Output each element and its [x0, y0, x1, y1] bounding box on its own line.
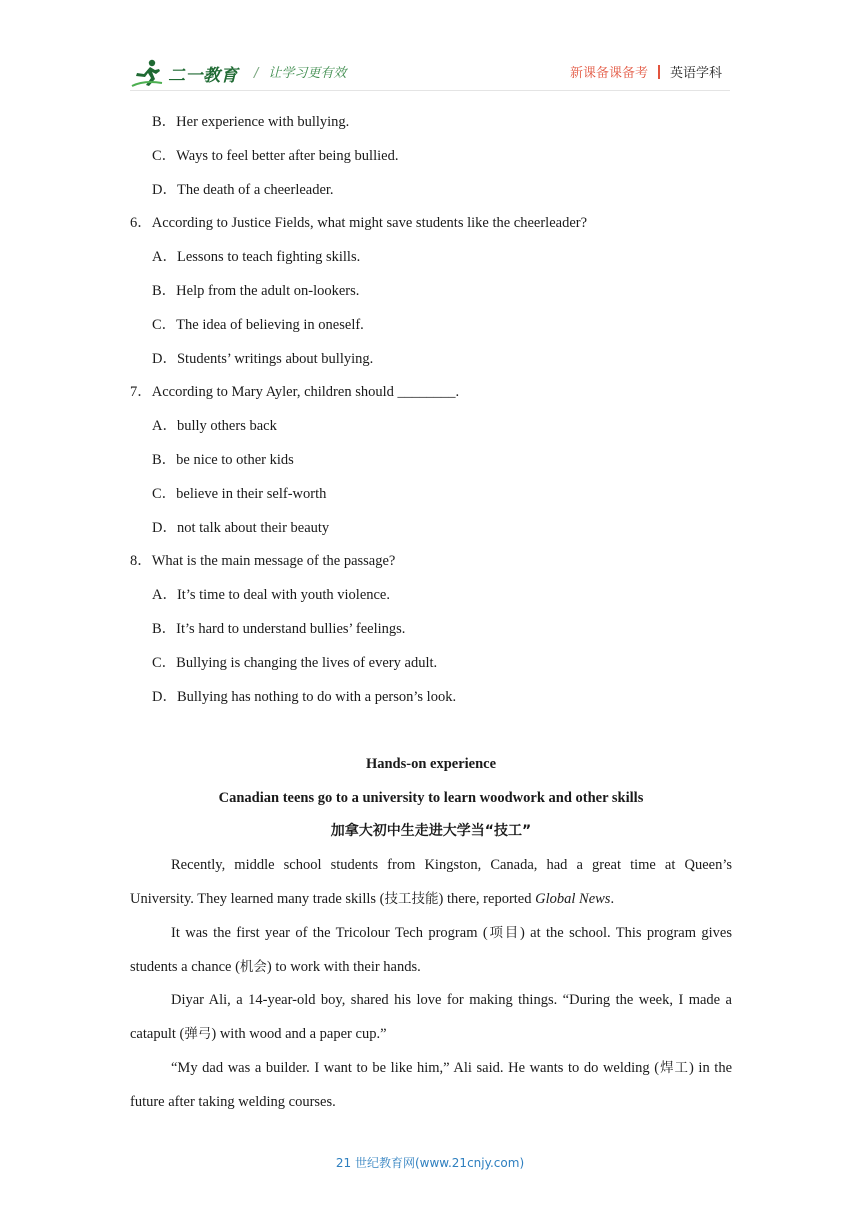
q5-option-b: B．Her experience with bullying. — [152, 114, 350, 130]
slogan: / 让学习更有效 — [254, 66, 347, 81]
publication-name: Global News — [535, 891, 611, 907]
q5-option-d: D．The death of a cheerleader. — [152, 182, 334, 198]
page-header — [130, 54, 730, 90]
q8-option-d: D．Bullying has nothing to do with a person’s look. — [152, 689, 457, 705]
header-right — [570, 62, 722, 81]
q7-option-b: B．be nice to other kids — [152, 452, 294, 468]
article-chinese-title: 加拿大初中生走进大学当“技工” — [330, 823, 532, 839]
q6-option-d: D．Students’ writings about bullying. — [152, 351, 374, 367]
q7-option-a: A．bully others back — [152, 418, 277, 434]
q7-option-d: D．not talk about their beauty — [152, 520, 330, 536]
q5-option-c: C．Ways to feel better after being bullied. — [152, 148, 399, 164]
page-footer: 21 世纪教育网(www.21cnjy.com) — [335, 1156, 525, 1170]
paragraph-4: “My dad was a builder. I want to be like him,” Ali said. He wants to do welding (焊工) in the future after taking welding courses. — [130, 1060, 732, 1110]
question-8: 8．What is the main message of the passage? — [130, 553, 396, 569]
q8-option-c: C．Bullying is changing the lives of every adult. — [152, 655, 438, 671]
runner-logo-icon — [130, 58, 164, 88]
article-title: Hands-on experience — [365, 756, 497, 772]
header-rule — [130, 90, 730, 91]
q6-option-c: C．The idea of believing in oneself. — [152, 317, 364, 333]
course-label: 新课备课备考 — [569, 66, 648, 81]
header-divider — [658, 65, 660, 79]
gloss-cn: 技工技能 — [384, 891, 439, 907]
q8-option-a: A．It’s time to deal with youth violence. — [152, 587, 390, 603]
paragraph-2: It was the first year of the Tricolour Tech program (项目) at the school. This program gives students a chance (机会) to work with their hands. — [130, 925, 732, 975]
gloss-cn: 项目 — [487, 925, 520, 941]
subject-label: 英语学科 — [669, 66, 722, 81]
question-7: 7．According to Mary Ayler, children should ________. — [130, 384, 460, 400]
slogan-text: 让学习更有效 — [268, 66, 347, 81]
logo-text: 二一教育 — [168, 65, 238, 86]
paragraph-1: Recently, middle school students from Kingston, Canada, had a great time at Queen’s University. They learned many trade skills (技工技能) there, reported Global News. — [130, 857, 732, 907]
q6-option-a: A．Lessons to teach fighting skills. — [152, 249, 361, 265]
q7-option-c: C．believe in their self-worth — [152, 486, 327, 502]
gloss-cn: 弹弓 — [184, 1026, 212, 1042]
q6-option-b: B．Help from the adult on-lookers. — [152, 283, 360, 299]
question-6: 6．According to Justice Fields, what might save students like the cheerleader? — [130, 215, 588, 231]
q8-option-b: B．It’s hard to understand bullies’ feelings. — [152, 621, 406, 637]
gloss-cn: 机会 — [239, 959, 267, 975]
paragraph-3: Diyar Ali, a 14-year-old boy, shared his love for making things. “During the week, I made a catapult (弹弓) with wood and a paper cup.” — [130, 992, 732, 1042]
logo — [130, 56, 238, 90]
gloss-cn: 焊工 — [659, 1060, 689, 1076]
article-subtitle: Canadian teens go to a university to learn woodwork and other skills — [218, 790, 644, 806]
